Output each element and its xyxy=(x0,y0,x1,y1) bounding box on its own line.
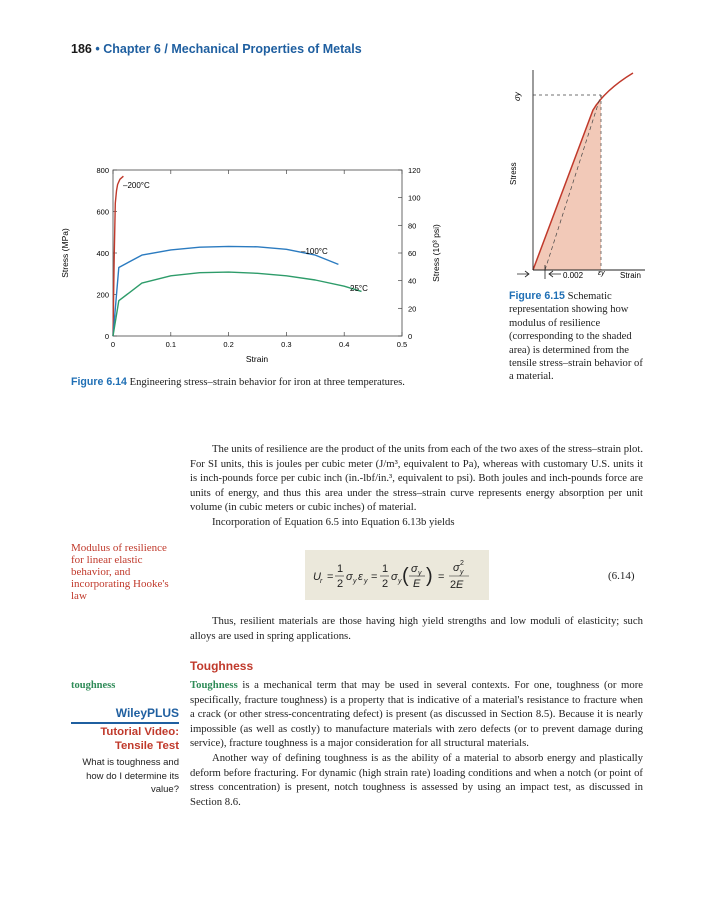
equation-6-14 xyxy=(305,550,489,600)
right-arrow-icon xyxy=(549,271,561,277)
keyword-toughness: Toughness xyxy=(190,679,238,691)
header-separator: / xyxy=(164,42,168,56)
y-tick-label: 200 xyxy=(96,290,109,300)
para-toughness-text: is a mechanical term that may be used in several contexts. For one, toughness (or more specifically, fracture toughness) is a property that is indicative of a material's resistance to fracture when a crack (or other stress-concentrating defect) is present (as discussed in Section 8.5). Because it is nearly impossible (as well as costly) to manufacture materials with zero defects (or to prevent damage during service), fracture toughness is a major consideration for all structural materials. xyxy=(190,679,644,750)
offset-label: 0.002 xyxy=(563,271,584,280)
sigma-y-label: σy xyxy=(513,92,522,101)
x-tick-label: 0 xyxy=(110,340,116,349)
y-tick-label: 0 xyxy=(104,332,109,341)
running-header xyxy=(71,42,362,56)
y-right-tick-label: 40 xyxy=(408,276,417,286)
svg-text:2: 2 xyxy=(460,560,464,567)
y-tick-label: 800 xyxy=(96,166,109,175)
y-right-tick-label: 60 xyxy=(408,249,417,258)
tutorial-video-link[interactable]: Tutorial Video: Tensile Test xyxy=(100,726,179,752)
para-resilient: Thus, resilient materials are those having high yield strengths and low moduli of elasticity; such alloys are used in spring applications. xyxy=(190,615,643,642)
svg-text:y: y xyxy=(364,578,368,585)
x-tick-label: 0.3 xyxy=(281,340,292,349)
body-paragraph-1 xyxy=(190,442,643,530)
svg-text:1: 1 xyxy=(382,563,389,575)
svg-text:E: E xyxy=(413,578,421,590)
svg-text:E: E xyxy=(456,579,464,591)
figure-6-15-label: Figure 6.15 xyxy=(509,290,565,302)
y-right-tick-label: 100 xyxy=(408,193,421,203)
x-axis-label: Strain xyxy=(245,354,269,364)
series-line-100C xyxy=(113,246,338,336)
svg-text:σ: σ xyxy=(411,563,418,575)
y-tick-label: 400 xyxy=(96,249,109,258)
svg-text:σ: σ xyxy=(346,571,353,583)
y-axis-label: Stress (MPa) xyxy=(60,228,70,278)
tutorial-question: What is toughness and how do I determine its value? xyxy=(82,757,179,795)
svg-text:y: y xyxy=(398,578,402,585)
series-label-25c: 25°C xyxy=(350,284,368,293)
series-line-25C xyxy=(113,272,362,336)
strain-label: Strain xyxy=(620,271,641,280)
figure-6-14-label: Figure 6.14 xyxy=(71,376,127,388)
svg-text:): ) xyxy=(426,565,433,587)
y-right-tick-label: 120 xyxy=(408,166,421,175)
y-tick-label: 600 xyxy=(96,207,109,217)
equation-number: (6.14) xyxy=(608,570,635,582)
para-units: The units of resilience are the product of the units from each of the two axes of the stress–strain plot. For SI units, this is joules per cubic meter (J/m³, equivalent to Pa), whereas with customary U.S. units it is inch-pounds force per cubic inch (in.-lbf/in.³, equivalent to psi). Both joules and inch-pounds force are units of energy, and thus this area under the stress–strain curve represents energy absorption per unit volume (in cubic meters or cubic inches) of material. xyxy=(190,443,643,514)
figure-6-14-caption-text: Engineering stress–strain behavior for iron at three temperatures. xyxy=(129,377,405,388)
y-axis-right-label: Stress (10³ psi) xyxy=(431,224,441,282)
x-tick-label: 0.1 xyxy=(165,340,177,349)
figure-6-15-chart xyxy=(505,65,650,290)
svg-text:(: ( xyxy=(402,565,409,587)
svg-text:y: y xyxy=(418,570,422,577)
y-right-tick-label: 20 xyxy=(408,304,417,314)
svg-text:1: 1 xyxy=(337,563,344,575)
svg-text:2: 2 xyxy=(382,578,389,590)
svg-text:2: 2 xyxy=(337,578,344,590)
body-toughness xyxy=(190,678,643,809)
svg-text:ε: ε xyxy=(358,571,363,583)
section-heading-toughness: Toughness xyxy=(190,659,254,673)
margin-note-resilience: Modulus of resilience for linear elastic behavior, and incorporating Hooke's law xyxy=(71,542,169,602)
series-label--200c: –200°C xyxy=(123,181,150,190)
stress-label: Stress xyxy=(509,162,518,185)
figure-6-15-caption-text: Schematic representation showing how modulus of resilience (corresponding to the shaded area) is determined from the tensile stress–strain behavior of a material. xyxy=(509,291,643,383)
page-number: 186 xyxy=(71,42,92,56)
para-incorporation: Incorporation of Equation 6.5 into Equation 6.13b yields xyxy=(212,515,455,528)
y-right-tick-label: 0 xyxy=(408,332,413,341)
x-tick-label: 0.5 xyxy=(396,340,408,349)
figure-6-14-caption xyxy=(71,376,441,389)
wileyplus-logo[interactable]: WileyPLUS xyxy=(71,706,179,724)
x-tick-label: 0.2 xyxy=(223,340,234,349)
chapter-label: Chapter 6 xyxy=(103,42,161,56)
svg-text:σ: σ xyxy=(453,562,460,574)
svg-text:=: = xyxy=(371,571,378,583)
x-tick-label: 0.4 xyxy=(338,340,350,349)
svg-text:U: U xyxy=(313,571,321,583)
y-right-tick-label: 80 xyxy=(408,221,417,231)
svg-text:2: 2 xyxy=(450,579,457,591)
svg-text:=: = xyxy=(327,571,334,583)
figure-6-15-caption xyxy=(509,290,644,384)
para-notch: Another way of defining toughness is as the ability of a material to absorb energy and plastically deform before fracturing. For dynamic (high strain rate) loading conditions and when a notch (or point of stress concentration) is present, notch toughness is assessed by using an impact test, as discussed in Section 8.6. xyxy=(190,751,643,808)
para-toughness xyxy=(190,678,643,751)
body-paragraph-3 xyxy=(190,614,643,643)
left-arrow-icon xyxy=(517,271,529,277)
svg-text:y: y xyxy=(353,578,357,585)
figure-6-14-chart xyxy=(56,150,456,370)
svg-text:=: = xyxy=(438,571,445,583)
margin-keyword-toughness: toughness xyxy=(71,680,116,691)
equation-box xyxy=(305,550,489,600)
svg-text:y: y xyxy=(460,569,464,576)
svg-text:σ: σ xyxy=(391,571,398,583)
svg-text:r: r xyxy=(320,578,323,585)
header-bullet: • xyxy=(95,42,100,56)
chapter-title: Mechanical Properties of Metals xyxy=(171,42,362,56)
epsilon-y-label: εy xyxy=(598,270,605,277)
series-label--100c: –100°C xyxy=(301,247,328,256)
